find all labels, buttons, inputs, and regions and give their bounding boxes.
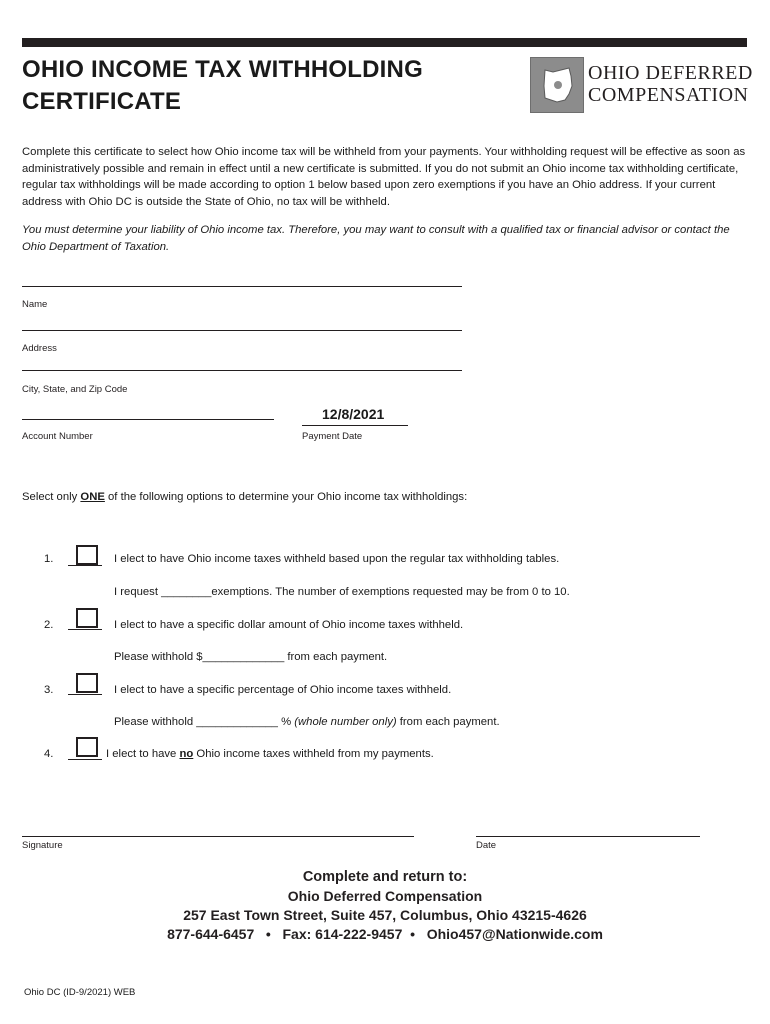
city-state-zip-label: City, State, and Zip Code (22, 384, 128, 395)
form-id: Ohio DC (ID-9/2021) WEB (24, 987, 136, 998)
footer-line-2: Ohio Deferred Compensation (287, 888, 483, 904)
name-label: Name (22, 299, 48, 310)
top-rule (22, 38, 747, 47)
option-1-underline (68, 565, 102, 566)
option-1-exemptions: I request ________exemptions. The number of exemptions requested may be from 0 to 10. (114, 586, 570, 598)
select-emphasis: ONE (80, 491, 105, 503)
option-4-underline (68, 759, 102, 760)
city-state-zip-field[interactable] (22, 370, 462, 371)
payment-date-value[interactable]: 12/8/2021 (322, 406, 385, 422)
ohio-dc-logo (588, 62, 753, 106)
footer-line-1: Complete and return to: (302, 869, 468, 885)
option-2-dollar-amount: Please withhold $_____________ from each payment. (114, 651, 388, 663)
option-4-number: 4. (44, 748, 54, 760)
option-3-text: I elect to have a specific percentage of Ohio income taxes withheld. (114, 684, 452, 696)
option-2-text: I elect to have a specific dollar amount of Ohio income taxes withheld. (114, 619, 464, 631)
option-3-number: 3. (44, 684, 54, 696)
advisory-note: You must determine your liability of Ohio income tax. Therefore, you may want to consult with a qualified tax or financial advisor or contact the Ohio Department of Taxation. (22, 224, 730, 253)
footer-contact: 877-644-6457 • Fax: 614-222-9457 • Ohio457@Nationwide.com (167, 926, 603, 942)
title-line-2: CERTIFICATE (22, 88, 182, 115)
ohio-state-logo-icon (530, 57, 584, 113)
return-instructions (0, 868, 770, 944)
date-label: Date (476, 840, 497, 851)
footer-address: 257 East Town Street, Suite 457, Columbus, Ohio 43215-4626 (183, 907, 587, 923)
option-3-checkbox[interactable] (76, 673, 98, 693)
signature-label: Signature (22, 840, 63, 851)
account-number-field[interactable] (22, 419, 274, 420)
option-3-underline (68, 694, 102, 695)
option-4-no: no (179, 748, 194, 760)
name-field[interactable] (22, 286, 462, 287)
option-1-text: I elect to have Ohio income taxes withheld based upon the regular tax withholding tables. (114, 553, 560, 565)
signature-field[interactable] (22, 836, 414, 837)
option-2-underline (68, 629, 102, 630)
payment-date-field (302, 425, 408, 426)
title-line-1: OHIO INCOME TAX WITHHOLDING (22, 56, 423, 83)
logo-line-2: COMPENSATION (588, 84, 749, 106)
option-4-checkbox[interactable] (76, 737, 98, 757)
account-number-label: Account Number (22, 431, 93, 442)
select-instruction: Select only ONE of the following options to determine your Ohio income tax withholdings: (22, 491, 468, 503)
option-4-text: I elect to have no Ohio income taxes withheld from my payments. (106, 748, 434, 760)
payment-date-label: Payment Date (302, 431, 363, 442)
date-field[interactable] (476, 836, 700, 837)
logo-line-1: OHIO DEFERRED (588, 62, 753, 84)
address-field[interactable] (22, 330, 462, 331)
intro-paragraph: Complete this certificate to select how Ohio income tax will be withheld from your payments. Your withholding request will be effective as soon as administratively possible and remain in effect until a new certificate is submitted. If you do not submit an Ohio income tax withholding certificate, regular tax withholdings will be made according to option 1 below based upon zero exemptions if you have an Ohio address. If your current address with Ohio DC is outside the State of Ohio, no tax will be withheld. (22, 146, 746, 208)
option-1-checkbox[interactable] (76, 545, 98, 565)
option-2-checkbox[interactable] (76, 608, 98, 628)
option-2-number: 2. (44, 619, 54, 631)
option-1-number: 1. (44, 553, 54, 565)
option-3-percentage: Please withhold _____________ % (whole number only) from each payment. (114, 716, 500, 728)
page-title (22, 54, 502, 118)
address-label: Address (22, 343, 57, 354)
